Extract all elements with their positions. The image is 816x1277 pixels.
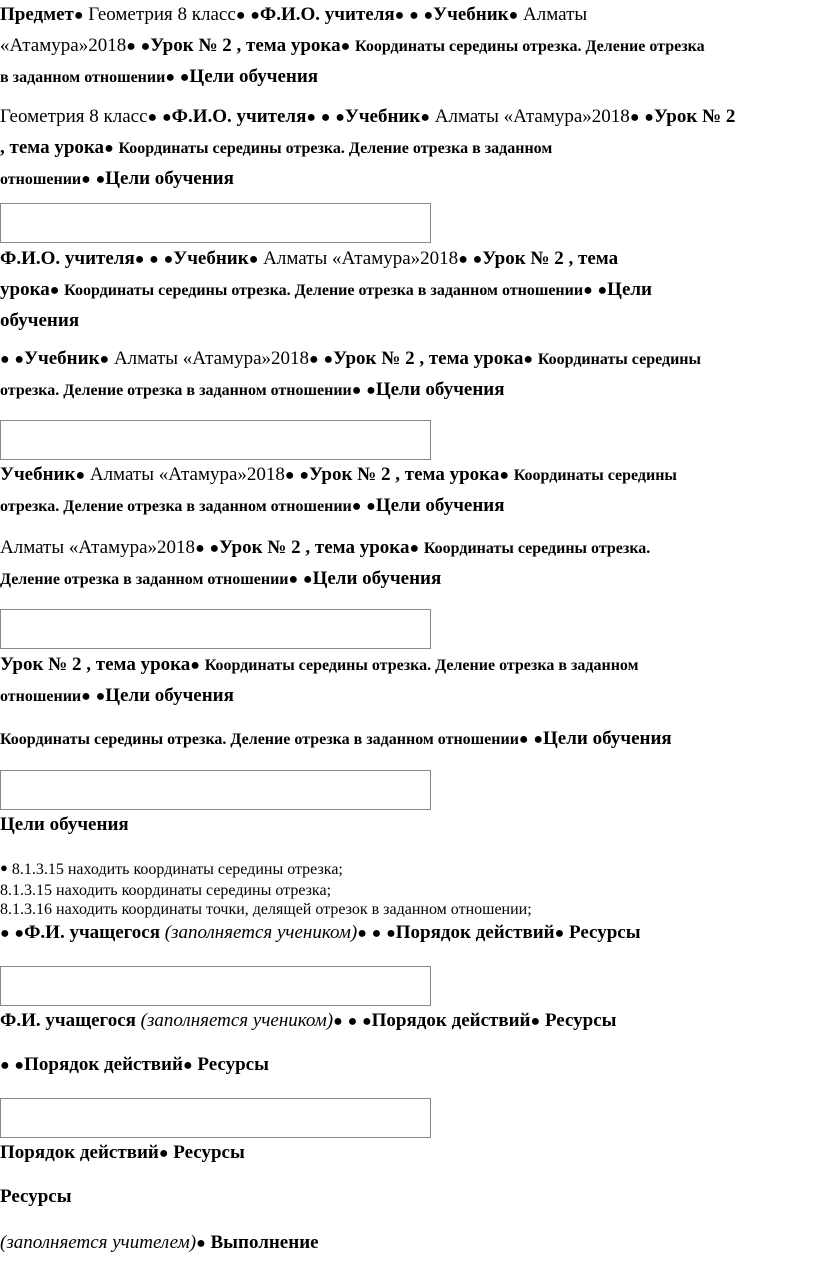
textbook-value-cont: «Атамура»2018 [0, 35, 127, 56]
teacher-label: Ф.И.О. учителя [0, 248, 135, 269]
bullet-icon: ● [165, 69, 175, 86]
resources-label: Ресурсы [544, 1010, 617, 1031]
text-input-box[interactable] [0, 609, 431, 649]
bullet-icon: ● [306, 109, 317, 126]
subject-value: Геометрия 8 класс [88, 4, 236, 25]
lesson-topic: Координаты середины отрезка. Деление отрезка в заданном [204, 657, 639, 674]
bullet-icon: ● [583, 282, 593, 299]
textbook-value: Алматы «Атамура»2018 [434, 106, 630, 127]
textbook-value: Алматы «Атамура»2018 [263, 248, 459, 269]
bullet-icon: ● [0, 351, 10, 368]
actions-label: Порядок действий [0, 1142, 159, 1163]
bullet-icon: ● [284, 467, 295, 484]
bullet-icon: ● [81, 171, 91, 188]
actions-label: Порядок действий [24, 1054, 183, 1075]
execution-label: Выполнение [210, 1232, 319, 1253]
bullet-icon: ● [518, 731, 529, 748]
bullet-icon: ● [351, 382, 362, 399]
bullet-icon: ● [423, 7, 434, 24]
bullet-icon: ● [357, 925, 367, 942]
lesson-topic-cont: отношении [0, 688, 82, 705]
resources-label: Ресурсы [173, 1142, 245, 1163]
bullet-icon: ● [458, 251, 468, 268]
objective-item-3 [0, 900, 532, 919]
lesson-topic: Координаты середины отрезка. Деление отрезка в заданном [118, 140, 553, 157]
bullet-icon: ● [347, 1013, 358, 1030]
bullet-icon: ● [73, 7, 84, 24]
objective-text: 8.1.3.15 находить координаты середины отрезка; [11, 861, 343, 878]
lesson-topic: Координаты середины [537, 351, 701, 368]
objective-item-2 [0, 881, 331, 900]
student-label: Ф.И. учащегося [24, 922, 160, 943]
bullet-icon: ● [597, 282, 608, 299]
bullet-icon: ● [81, 688, 91, 705]
bullet-icon: ● [209, 540, 220, 557]
lesson-topic-cont: отрезка. Деление отрезка в заданном отношении [0, 382, 352, 399]
textbook-label: Учебник [173, 248, 249, 269]
bullet-icon: ● [250, 7, 260, 24]
paragraph-7 [0, 650, 810, 712]
bullet-icon: ● [140, 38, 151, 55]
bullet-icon: ● [333, 1013, 343, 1030]
resources-heading: Ресурсы [0, 1186, 72, 1207]
bullet-icon: ● [14, 1057, 25, 1074]
bullet-icon: ● [499, 467, 509, 484]
objective-text: 8.1.3.15 находить координаты середины отрезка; [0, 882, 332, 899]
objective-text: 8.1.3.16 находить координаты точки, делящей отрезок в заданном отношении; [0, 901, 532, 918]
bullet-icon: ● [195, 540, 205, 557]
bullet-icon: ● [179, 69, 190, 86]
goals-label: Цели обучения [189, 66, 319, 87]
textbook-label: Учебник [24, 348, 100, 369]
paragraph-12 [0, 1050, 810, 1081]
bullet-icon: ● [134, 251, 145, 268]
bullet-icon: ● [508, 7, 519, 24]
goals-label: Цели обучения [543, 728, 672, 749]
lesson-topic: Координаты середины отрезка. [423, 540, 651, 557]
bullet-icon: ● [0, 925, 10, 942]
paragraph-11 [0, 1006, 810, 1037]
student-note: (заполняется учеником) [164, 922, 358, 943]
lesson-label: Урок № 2 , тема урока [309, 464, 500, 485]
textbook-value: Алматы «Атамура»2018 [0, 537, 196, 558]
bullet-icon: ● [629, 109, 640, 126]
textbook-label: Учебник [344, 106, 421, 127]
bullet-icon: ● [288, 571, 299, 588]
goals-label: Цели [607, 279, 652, 300]
paragraph-5 [0, 460, 810, 522]
bullet-icon: ● [196, 1235, 206, 1252]
bullet-icon: ● [394, 7, 405, 24]
text-input-box[interactable] [0, 203, 431, 243]
objective-item-1 [0, 860, 343, 879]
bullet-icon: ● [302, 571, 313, 588]
goals-label: Цели обучения [105, 685, 234, 706]
lesson-label: Урок № 2 , тема [482, 248, 619, 269]
lesson-topic-cont: в заданном отношении [0, 69, 166, 86]
bullet-icon: ● [0, 860, 8, 875]
paragraph-8 [0, 724, 810, 755]
bullet-icon: ● [523, 351, 534, 368]
lesson-topic: Координаты середины отрезка. Деление отрезка в заданном отношении [64, 282, 584, 299]
student-note: (заполняется учеником) [140, 1010, 334, 1031]
bullet-icon: ● [235, 7, 246, 24]
lesson-label: Урок № 2 , тема урока [0, 654, 191, 675]
text-input-box[interactable] [0, 966, 431, 1006]
bullet-icon: ● [351, 498, 362, 515]
bullet-icon: ● [366, 498, 376, 515]
bullet-icon: ● [323, 351, 334, 368]
bullet-icon: ● [158, 1145, 169, 1162]
actions-label: Порядок действий [395, 922, 555, 943]
bullet-icon: ● [75, 467, 86, 484]
subject-value: Геометрия 8 класс [0, 106, 148, 127]
textbook-label: Учебник [433, 4, 509, 25]
goals-label: Цели обучения [375, 495, 505, 516]
lesson-topic-cont: отрезка. Деление отрезка в заданном отношении [0, 498, 352, 515]
paragraph-14 [0, 1182, 810, 1212]
text-input-box[interactable] [0, 1098, 431, 1138]
lesson-label: Урок № 2 , тема урока [333, 348, 524, 369]
bullet-icon: ● [409, 540, 420, 557]
bullet-icon: ● [530, 1013, 541, 1030]
paragraph-15 [0, 1228, 810, 1259]
bullet-icon: ● [149, 251, 159, 268]
bullet-icon: ● [420, 109, 430, 126]
bullet-icon: ● [320, 109, 331, 126]
lesson-label: Урок № 2 [653, 106, 736, 127]
lesson-topic-cont: отношении [0, 171, 82, 188]
teacher-note: (заполняется учителем) [0, 1232, 197, 1253]
goals-heading: Цели обучения [0, 814, 129, 835]
bullet-icon: ● [248, 251, 259, 268]
actions-label: Порядок действий [371, 1010, 531, 1031]
textbook-value: Алматы «Атамура»2018 [89, 464, 285, 485]
bullet-icon: ● [472, 251, 483, 268]
paragraph-13 [0, 1138, 810, 1169]
lesson-topic: Координаты середины [513, 467, 677, 484]
lesson-topic-cont: Деление отрезка в заданном отношении [0, 571, 289, 588]
lesson-label: Урок № 2 , тема урока [150, 35, 341, 56]
paragraph-4 [0, 344, 810, 406]
textbook-label: Учебник [0, 464, 76, 485]
bullet-icon: ● [0, 1057, 10, 1074]
text-input-box[interactable] [0, 770, 431, 810]
teacher-label: Ф.И.О. учителя [171, 106, 307, 127]
bullet-icon: ● [161, 109, 172, 126]
bullet-icon: ● [386, 925, 396, 942]
paragraph-6 [0, 533, 810, 595]
textbook-value: Алматы «Атамура»2018 [113, 348, 310, 369]
bullet-icon: ● [147, 109, 158, 126]
bullet-icon: ● [533, 731, 544, 748]
bullet-icon: ● [14, 925, 25, 942]
bullet-icon: ● [335, 109, 345, 126]
resources-label: Ресурсы [569, 922, 641, 943]
goals-label: Цели обучения [105, 168, 234, 189]
bullet-icon: ● [104, 140, 114, 157]
bullet-icon: ● [163, 251, 174, 268]
bullet-icon: ● [644, 109, 654, 126]
paragraph-9 [0, 810, 810, 840]
bullet-icon: ● [340, 38, 351, 55]
goals-label-cont: обучения [0, 310, 80, 331]
student-label: Ф.И. учащегося [0, 1010, 136, 1031]
bullet-icon: ● [182, 1057, 193, 1074]
bullet-icon: ● [361, 1013, 372, 1030]
bullet-icon: ● [190, 657, 200, 674]
paragraph-10 [0, 918, 810, 949]
subject-label: Предмет [0, 4, 74, 25]
lesson-label-cont: , тема урока [0, 137, 105, 158]
paragraph-2 [0, 102, 810, 195]
bullet-icon: ● [95, 171, 106, 188]
paragraph-3 [0, 244, 810, 336]
resources-label: Ресурсы [197, 1054, 269, 1075]
bullet-icon: ● [299, 467, 310, 484]
goals-label: Цели обучения [312, 568, 442, 589]
bullet-icon: ● [49, 282, 60, 299]
lesson-label: Урок № 2 , тема урока [219, 537, 410, 558]
teacher-label: Ф.И.О. учителя [259, 4, 395, 25]
bullet-icon: ● [99, 351, 110, 368]
bullet-icon: ● [95, 688, 106, 705]
goals-label: Цели обучения [375, 379, 505, 400]
bullet-icon: ● [554, 925, 565, 942]
bullet-icon: ● [126, 38, 136, 55]
bullet-icon: ● [371, 925, 382, 942]
bullet-icon: ● [409, 7, 419, 24]
paragraph-1 [0, 0, 810, 93]
bullet-icon: ● [366, 382, 376, 399]
bullet-icon: ● [14, 351, 25, 368]
bullet-icon: ● [309, 351, 319, 368]
textbook-value: Алматы [523, 4, 588, 25]
lesson-topic: Координаты середины отрезка. Деление отрезка в заданном отношении [0, 731, 519, 748]
lesson-topic: Координаты середины отрезка. Деление отрезка [355, 38, 705, 55]
text-input-box[interactable] [0, 420, 431, 460]
lesson-label-cont: урока [0, 279, 50, 300]
